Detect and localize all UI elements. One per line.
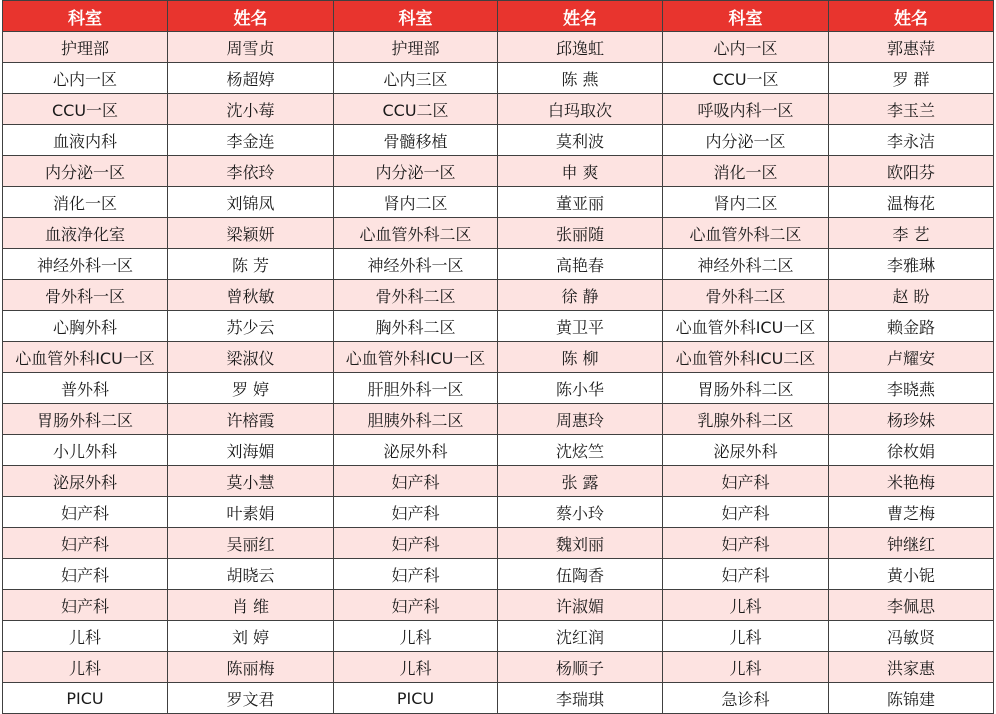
name-cell: 李金连 [168,125,334,156]
department-cell: 儿科 [3,621,168,652]
name-cell: 刘 婷 [168,621,334,652]
department-cell: 妇产科 [663,559,829,590]
name-cell: 陈丽梅 [168,652,334,683]
name-cell: 吴丽红 [168,528,334,559]
department-cell: 妇产科 [663,528,829,559]
name-cell: 沈红润 [498,621,663,652]
department-cell: 儿科 [334,652,498,683]
department-cell: CCU一区 [3,94,168,125]
department-cell: 胆胰外科二区 [334,404,498,435]
name-cell: 董亚丽 [498,187,663,218]
department-cell: 消化一区 [3,187,168,218]
roster-table [2,0,994,714]
table-header [3,1,994,32]
department-cell: 骨外科二区 [663,280,829,311]
name-cell: 周惠玲 [498,404,663,435]
department-cell: 普外科 [3,373,168,404]
department-cell: 血液内科 [3,125,168,156]
department-cell: CCU二区 [334,94,498,125]
department-cell: 妇产科 [334,466,498,497]
table-row [3,404,994,435]
department-cell: 内分泌一区 [663,125,829,156]
department-cell: 小儿外科 [3,435,168,466]
name-cell: 卢耀安 [829,342,994,373]
department-cell: 儿科 [663,621,829,652]
department-cell: 神经外科一区 [334,249,498,280]
name-cell: 李玉兰 [829,94,994,125]
name-cell: 苏少云 [168,311,334,342]
department-cell: 内分泌一区 [334,156,498,187]
name-cell: 叶素娟 [168,497,334,528]
name-cell: 许榕霞 [168,404,334,435]
header-department-1: 科室 [3,1,168,32]
name-cell: 洪家惠 [829,652,994,683]
department-cell: 骨髓移植 [334,125,498,156]
department-cell: 心血管外科ICU一区 [334,342,498,373]
name-cell: 沈炫竺 [498,435,663,466]
department-cell: CCU一区 [663,63,829,94]
department-cell: 妇产科 [334,528,498,559]
header-department-3: 科室 [663,1,829,32]
table-row [3,342,994,373]
department-cell: 妇产科 [3,528,168,559]
name-cell: 李雅琳 [829,249,994,280]
department-cell: 内分泌一区 [3,156,168,187]
name-cell: 申 爽 [498,156,663,187]
table-row [3,559,994,590]
header-row [3,1,994,32]
table-row [3,32,994,63]
name-cell: 梁颖妍 [168,218,334,249]
table-row [3,218,994,249]
table-row [3,125,994,156]
name-cell: 徐 静 [498,280,663,311]
name-cell: 陈 柳 [498,342,663,373]
name-cell: 蔡小玲 [498,497,663,528]
department-cell: 儿科 [3,652,168,683]
department-cell: 神经外科一区 [3,249,168,280]
name-cell: 李晓燕 [829,373,994,404]
name-cell: 曾秋敏 [168,280,334,311]
department-cell: 心内三区 [334,63,498,94]
name-cell: 赖金路 [829,311,994,342]
department-cell: 儿科 [663,590,829,621]
name-cell: 温梅花 [829,187,994,218]
department-cell: 泌尿外科 [3,466,168,497]
table-row [3,187,994,218]
department-cell: 胸外科二区 [334,311,498,342]
department-cell: 心内一区 [3,63,168,94]
table-row [3,683,994,714]
table-row [3,621,994,652]
name-cell: 李佩思 [829,590,994,621]
header-department-2: 科室 [334,1,498,32]
name-cell: 罗 群 [829,63,994,94]
table-row [3,435,994,466]
table-body [3,32,994,714]
name-cell: 欧阳芬 [829,156,994,187]
table-row [3,280,994,311]
name-cell: 赵 盼 [829,280,994,311]
department-cell: 妇产科 [3,590,168,621]
name-cell: 陈 芳 [168,249,334,280]
name-cell: 张丽随 [498,218,663,249]
name-cell: 肖 维 [168,590,334,621]
department-cell: 胃肠外科二区 [3,404,168,435]
department-cell: 心血管外科二区 [334,218,498,249]
department-cell: 泌尿外科 [663,435,829,466]
department-cell: 心血管外科ICU二区 [663,342,829,373]
department-cell: 妇产科 [663,466,829,497]
department-cell: 心内一区 [663,32,829,63]
department-cell: PICU [3,683,168,714]
department-cell: 急诊科 [663,683,829,714]
name-cell: 杨超婷 [168,63,334,94]
department-cell: 肾内二区 [663,187,829,218]
name-cell: 黄小铌 [829,559,994,590]
name-cell: 黄卫平 [498,311,663,342]
header-name-3: 姓名 [829,1,994,32]
name-cell: 沈小莓 [168,94,334,125]
department-cell: 护理部 [334,32,498,63]
department-cell: 儿科 [663,652,829,683]
department-cell: 血液净化室 [3,218,168,249]
name-cell: 梁淑仪 [168,342,334,373]
department-cell: 心血管外科ICU一区 [3,342,168,373]
name-cell: 张 露 [498,466,663,497]
header-name-2: 姓名 [498,1,663,32]
name-cell: 许淑媚 [498,590,663,621]
table-row [3,466,994,497]
name-cell: 白玛取次 [498,94,663,125]
table-row [3,652,994,683]
department-cell: 妇产科 [663,497,829,528]
department-cell: 呼吸内科一区 [663,94,829,125]
name-cell: 魏刘丽 [498,528,663,559]
name-cell: 邱逸虹 [498,32,663,63]
table-row [3,373,994,404]
name-cell: 伍陶香 [498,559,663,590]
name-cell: 钟继红 [829,528,994,559]
name-cell: 李依玲 [168,156,334,187]
header-name-1: 姓名 [168,1,334,32]
name-cell: 罗 婷 [168,373,334,404]
name-cell: 杨顺子 [498,652,663,683]
name-cell: 冯敏贤 [829,621,994,652]
department-cell: 泌尿外科 [334,435,498,466]
department-cell: 乳腺外科二区 [663,404,829,435]
department-cell: 护理部 [3,32,168,63]
name-cell: 郭惠萍 [829,32,994,63]
name-cell: 胡晓云 [168,559,334,590]
department-cell: 妇产科 [3,559,168,590]
name-cell: 刘锦凤 [168,187,334,218]
table-row [3,156,994,187]
name-cell: 李瑞琪 [498,683,663,714]
name-cell: 高艳春 [498,249,663,280]
department-cell: 骨外科二区 [334,280,498,311]
department-cell: 神经外科二区 [663,249,829,280]
name-cell: 李 艺 [829,218,994,249]
department-cell: 妇产科 [3,497,168,528]
name-cell: 徐枚娟 [829,435,994,466]
name-cell: 李永洁 [829,125,994,156]
department-cell: 肾内二区 [334,187,498,218]
department-cell: 心胸外科 [3,311,168,342]
name-cell: 罗文君 [168,683,334,714]
department-cell: 骨外科一区 [3,280,168,311]
department-cell: PICU [334,683,498,714]
department-cell: 心血管外科二区 [663,218,829,249]
name-cell: 周雪贞 [168,32,334,63]
table-row [3,249,994,280]
department-cell: 肝胆外科一区 [334,373,498,404]
department-cell: 胃肠外科二区 [663,373,829,404]
department-cell: 妇产科 [334,497,498,528]
name-cell: 刘海媚 [168,435,334,466]
name-cell: 莫利波 [498,125,663,156]
name-cell: 杨珍妹 [829,404,994,435]
table-row [3,63,994,94]
table-row [3,94,994,125]
table-row [3,497,994,528]
name-cell: 莫小慧 [168,466,334,497]
table-row [3,590,994,621]
name-cell: 曹芝梅 [829,497,994,528]
name-cell: 米艳梅 [829,466,994,497]
department-cell: 妇产科 [334,590,498,621]
department-cell: 妇产科 [334,559,498,590]
name-cell: 陈 燕 [498,63,663,94]
department-cell: 心血管外科ICU一区 [663,311,829,342]
table-row [3,528,994,559]
department-cell: 消化一区 [663,156,829,187]
name-cell: 陈锦建 [829,683,994,714]
department-cell: 儿科 [334,621,498,652]
table-row [3,311,994,342]
name-cell: 陈小华 [498,373,663,404]
